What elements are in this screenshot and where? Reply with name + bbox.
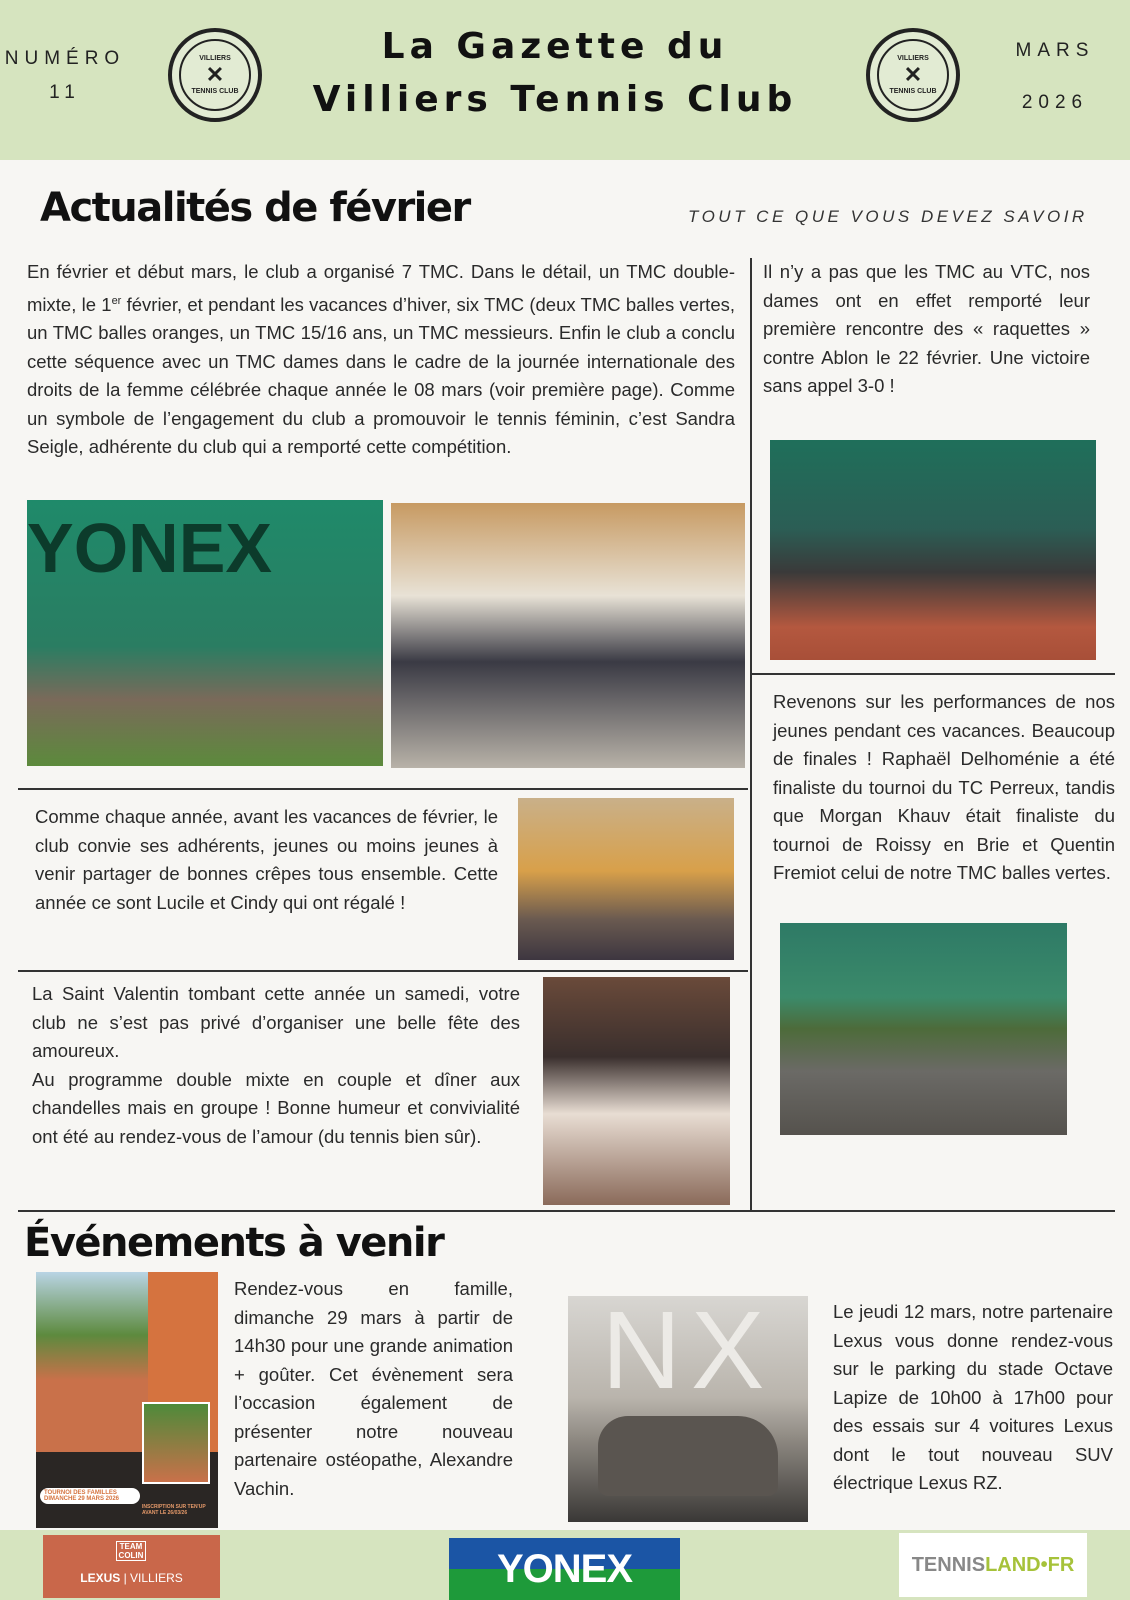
ladies-paragraph: Il n’y a pas que les TMC au VTC, nos dames ont en effet remporté leur première rencontre des « raquettes » contre Ablon le 22 février. Une victoire sans appel 3-0 !	[763, 261, 1090, 396]
photo-teen-group	[391, 503, 745, 768]
photo-crepes	[518, 798, 734, 960]
sponsor-tennisland-logo[interactable]: TENNIS LAND •FR	[899, 1533, 1087, 1597]
photo-youth-group: YONEX	[27, 500, 383, 766]
club-logo-left: VILLIERS ✕ TENNIS CLUB	[168, 28, 262, 122]
issue-year: 2026	[1021, 92, 1089, 113]
news-heading: Actualités de février	[40, 185, 470, 231]
divider	[18, 1210, 1115, 1212]
family-event-paragraph: Rendez-vous en famille, dimanche 29 mars à partir de 14h30 pour une grande animation + goûter. Cet évènement sera l’occasion également de présenter notre nouveau partenaire ostéopathe, Alexandre Vachin.	[234, 1278, 513, 1499]
photo-valentine-dinner	[543, 977, 730, 1205]
photo-lexus-car: NX	[568, 1296, 808, 1522]
sponsor-yonex-logo[interactable]: YONEX	[449, 1538, 680, 1600]
issue-label: NUMÉRO	[4, 48, 126, 69]
divider	[752, 673, 1115, 675]
photo-young-finalist	[780, 923, 1067, 1135]
column-divider	[750, 258, 752, 1210]
photo-ladies-team	[770, 440, 1096, 660]
sponsor-lexus-logo[interactable]: TEAM COLIN LEXUS | VILLIERS	[43, 1535, 220, 1598]
crepes-paragraph: Comme chaque année, avant les vacances de février, le club convie ses adhérents, jeunes ou moins jeunes à venir partager de bonnes crêpes tous ensemble. Cette année ce sont Lucile et Cindy qui ont régalé !	[35, 806, 498, 913]
youth-paragraph: Revenons sur les performances de nos jeunes pendant ces vacances. Beaucoup de finales ! Raphaël Delhoménie a été finaliste du tournoi du TC Perreux, tandis que Morgan Khauv était finaliste du tournoi de Roissy en Brie et Quentin Fremiot celui de notre TMC balles vertes.	[773, 691, 1115, 883]
lexus-event-paragraph: Le jeudi 12 mars, notre partenaire Lexus vous donne rendez-vous sur le parking du stade Octave Lapize de 10h00 à 17h00 pour des essais sur 4 voitures Lexus dont le tout nouveau SUV électrique Lexus RZ.	[833, 1301, 1113, 1493]
intro-paragraph: En février et début mars, le club a organisé 7 TMC. Dans le détail, un TMC double-mixte, le 1er février, et pendant les vacances d’hiver, six TMC (deux TMC balles vertes, un TMC balles oranges, un TMC 15/16 ans, un TMC messieurs. Enfin le club a conclu cette séquence avec un TMC dames dans le cadre de la journée internationale des droits de la femme célébrée chaque année le 08 mars (voir première page). Comme un symbole de l’engagement du club a promouvoir le tennis féminin, c’est Sandra Seigle, adhérente du club qui a remporté cette compétition.	[27, 261, 735, 458]
newsletter-title: La Gazette du Villiers Tennis Club	[312, 26, 798, 120]
valentin-paragraph: La Saint Valentin tombant cette année un samedi, votre club ne s’est pas privé d’organiser une belle fête des amoureux. Au programme double mixte en couple et dîner aux chandelles mais en groupe ! Bonne humeur et convivialité ont été au rendez-vous de l’amour (du tennis bien sûr).	[32, 983, 520, 1147]
issue-number: 11	[49, 82, 81, 103]
news-tagline: TOUT CE QUE VOUS DEVEZ SAVOIR	[688, 207, 1088, 226]
divider	[18, 788, 748, 790]
club-logo-right: VILLIERS ✕ TENNIS CLUB	[866, 28, 960, 122]
events-heading: Événements à venir	[24, 1220, 444, 1266]
family-tournament-poster: TOURNOI DES FAMILLES DIMANCHE 29 MARS 2026 INSCRIPTION SUR TEN'UP AVANT LE 26/03/26	[36, 1272, 218, 1528]
divider	[18, 970, 748, 972]
issue-month: MARS	[1015, 40, 1095, 61]
